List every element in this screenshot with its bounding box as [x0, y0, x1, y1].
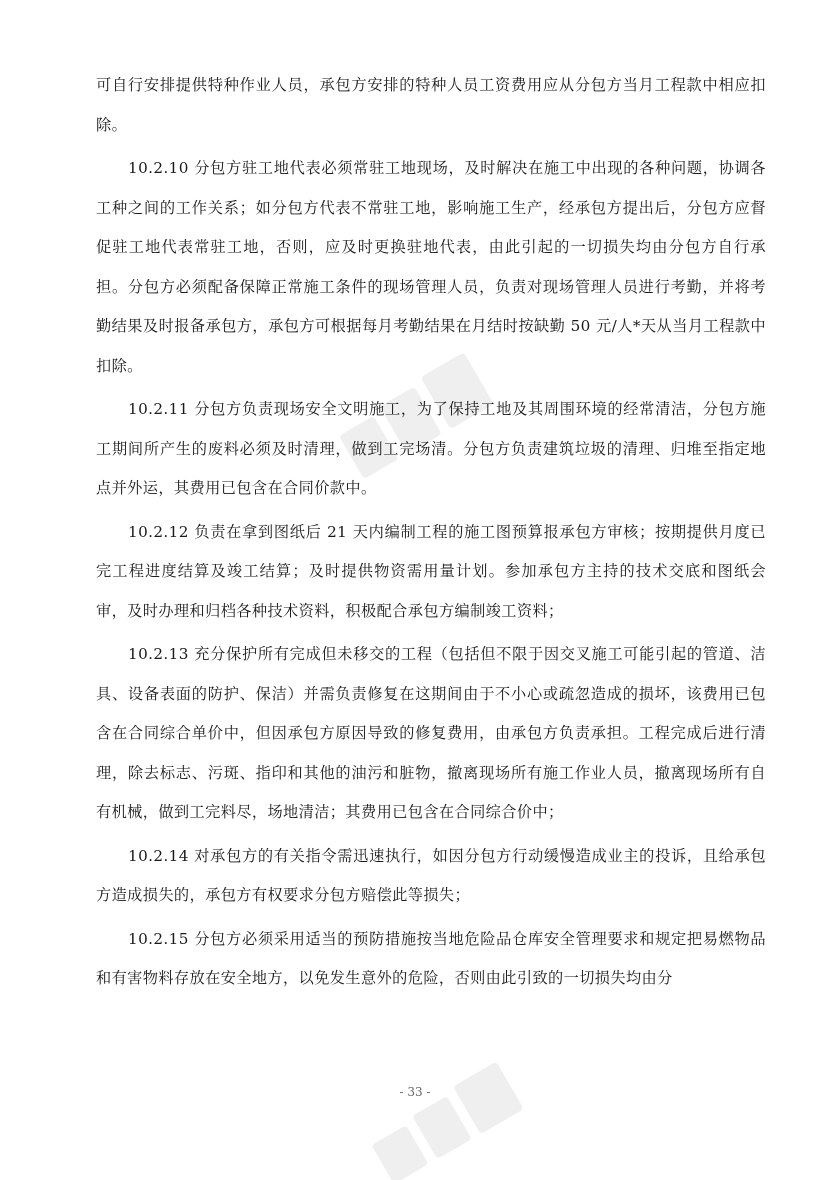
page-number: - 33 - — [399, 1085, 431, 1099]
document-body — [96, 66, 766, 999]
watermark-icon — [360, 1060, 550, 1180]
paragraph-10-2-10: 10.2.10 分包方驻工地代表必须常驻工地现场，及时解决在施工中出现的各种问题，协调各工种之间的工作关系；如分包方代表不常驻工地，影响施工生产，经承包方提出后，分包方应督促驻工地代表常驻工地，否则，应及时更换驻地代表，由此引起的一切损失均由分包方自行承担。分包方必须配备保障正常施工条件的现场管理人员，负责对现场管理人员进行考勤，并将考勤结果及时报备承包方，承包方可根据每月考勤结果在月结时按缺勤 50 元/人*天从当月工程款中扣除。 — [96, 159, 766, 375]
paragraph-10-2-12: 10.2.12 负责在拿到图纸后 21 天内编制工程的施工图预算报承包方审核；按期提供月度已完工程进度结算及竣工结算；及时提供物资需用量计划。参加承包方主持的技术交底和图纸会审，及时办理和归档各种技术资料，积极配合承包方编制竣工资料； — [96, 522, 766, 620]
paragraph-continued: 可自行安排提供特种作业人员，承包方安排的特种人员工资费用应从分包方当月工程款中相应扣除。 — [96, 76, 766, 134]
paragraph-10-2-14: 10.2.14 对承包方的有关指令需迅速执行，如因分包方行动缓慢造成业主的投诉，且给承包方造成损失的，承包方有权要求分包方赔偿此等损失； — [96, 846, 766, 904]
paragraph-10-2-11: 10.2.11 分包方负责现场安全文明施工，为了保持工地及其周围环境的经常清洁，分包方施工期间所产生的废料必须及时清理，做到工完场清。分包方负责建筑垃圾的清理、归堆至指定地点并外运，其费用已包含在合同价款中。 — [96, 400, 766, 497]
paragraph-10-2-13: 10.2.13 充分保护所有完成但未移交的工程（包括但不限于因交叉施工可能引起的管道、洁具、设备表面的防护、保洁）并需负责修复在这期间由于不小心或疏忽造成的损坏，该费用已包含在合同综合单价中，但因承包方原因导致的修复费用，由承包方负责承担。工程完成后进行清理，除去标志、污斑、指印和其他的油污和脏物，撤离现场所有施工作业人员，撤离现场所有自有机械，做到工完料尽，场地清洁；其费用已包含在合同综合价中； — [96, 645, 766, 821]
paragraph-10-2-15: 10.2.15 分包方必须采用适当的预防措施按当地危险品仓库安全管理要求和规定把易燃物品和有害物料存放在安全地方，以免发生意外的危险，否则由此引致的一切损失均由分 — [96, 929, 766, 987]
